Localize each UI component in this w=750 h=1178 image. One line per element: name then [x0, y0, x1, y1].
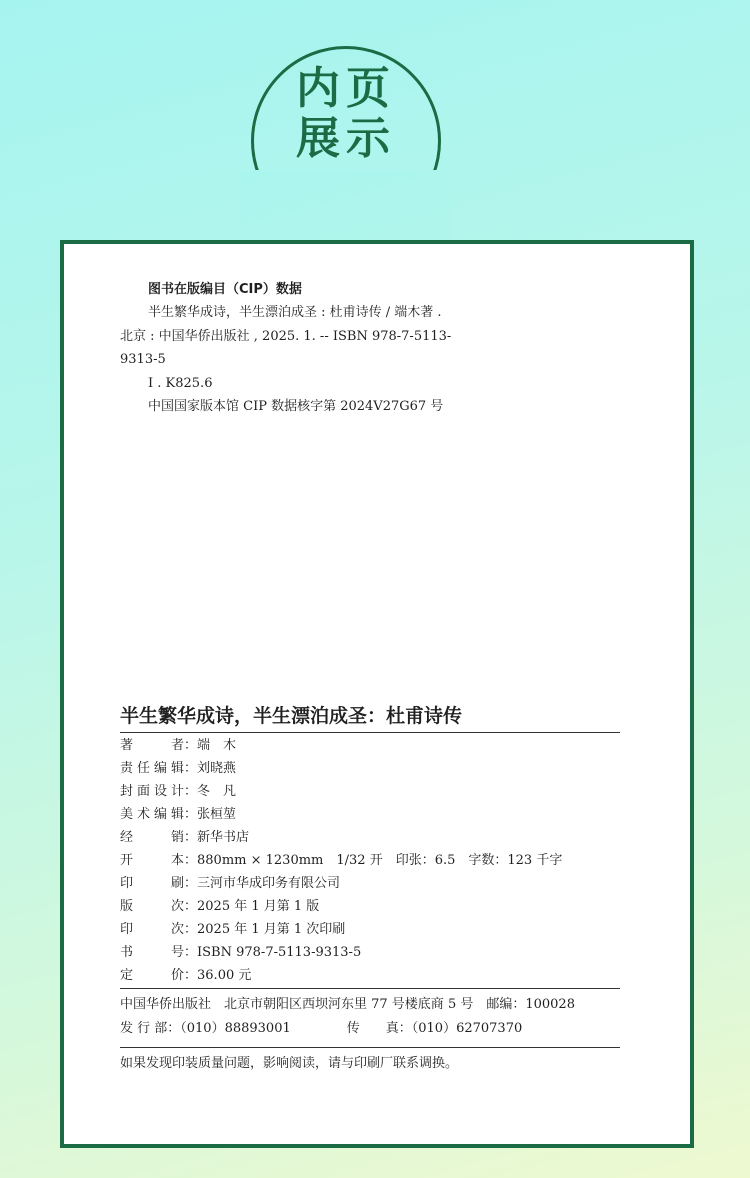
cip-title: 图书在版编目（CIP）数据 [148, 282, 302, 297]
cip-block [120, 278, 540, 418]
info-label: 责任编辑 [120, 761, 184, 776]
heading-line-2: 展示 [296, 113, 396, 164]
badge-mask [240, 170, 452, 242]
info-label: 印次 [120, 922, 184, 937]
heading-line-1: 内页 [296, 63, 396, 114]
info-value: 刘晓燕 [197, 761, 237, 776]
info-value: 2025 年 1 月第 1 次印刷 [197, 922, 346, 937]
info-label: 著者 [120, 738, 184, 753]
info-label: 开本 [120, 853, 184, 868]
section-heading [251, 64, 441, 164]
info-label: 封面设计 [120, 784, 184, 799]
info-label: 经销 [120, 830, 184, 845]
info-value: 端 木 [197, 738, 237, 753]
info-value: 三河市华成印务有限公司 [197, 876, 341, 891]
book-info-list [120, 734, 620, 987]
quality-note: 如果发现印装质量问题，影响阅读，请与印刷厂联系调换。 [120, 1056, 459, 1071]
info-row: 美术编辑：张桓堃 [120, 803, 620, 826]
info-row: 开本：880mm × 1230mm 1/32 开 印张：6.5 字数：123 千字 [120, 849, 620, 872]
publisher-address: 中国华侨出版社 北京市朝阳区西坝河东里 77 号楼底商 5 号 邮编：100028 [120, 997, 575, 1012]
book-title: 半生繁华成诗，半生漂泊成圣：杜甫诗传 [120, 702, 620, 733]
cip-line: 北京 : 中国华侨出版社 , 2025. 1. -- ISBN 978-7-5113- [120, 328, 452, 344]
info-value: 36.00 元 [197, 968, 252, 983]
info-row: 著者：端 木 [120, 734, 620, 757]
cip-line: 半生繁华成诗，半生漂泊成圣 : 杜甫诗传 / 端木著 . [148, 305, 442, 321]
publisher-contacts [120, 1017, 620, 1041]
info-row: 经销：新华书店 [120, 826, 620, 849]
cip-line: Ⅰ . K825.6 [148, 375, 213, 391]
publisher-block [120, 988, 620, 1048]
distribution-phone: 发 行 部：（010）88893001 [120, 1021, 291, 1036]
info-row: 定价：36.00 元 [120, 964, 620, 987]
info-value: ISBN 978-7-5113-9313-5 [197, 945, 362, 960]
info-label: 美术编辑 [120, 807, 184, 822]
fax-number: 传 真：（010）62707370 [346, 1021, 523, 1036]
copyright-page [60, 240, 694, 1148]
info-row: 书号：ISBN 978-7-5113-9313-5 [120, 941, 620, 964]
info-label: 版次 [120, 899, 184, 914]
info-row: 封面设计：冬 凡 [120, 780, 620, 803]
info-value: 张桓堃 [197, 807, 237, 822]
info-row: 印次：2025 年 1 月第 1 次印刷 [120, 918, 620, 941]
cip-line: 中国国家版本馆 CIP 数据核字第 2024V27G67 号 [148, 399, 444, 415]
info-value: 880mm × 1230mm 1/32 开 印张：6.5 字数：123 千字 [197, 853, 563, 868]
info-value: 2025 年 1 月第 1 版 [197, 899, 320, 914]
info-label: 印刷 [120, 876, 184, 891]
info-label: 定价 [120, 968, 184, 983]
cip-line: 9313-5 [120, 352, 166, 368]
info-row: 印刷：三河市华成印务有限公司 [120, 872, 620, 895]
info-label: 书号 [120, 945, 184, 960]
info-row: 责任编辑：刘晓燕 [120, 757, 620, 780]
info-value: 冬 凡 [197, 784, 237, 799]
info-row: 版次：2025 年 1 月第 1 版 [120, 895, 620, 918]
info-value: 新华书店 [197, 830, 250, 845]
